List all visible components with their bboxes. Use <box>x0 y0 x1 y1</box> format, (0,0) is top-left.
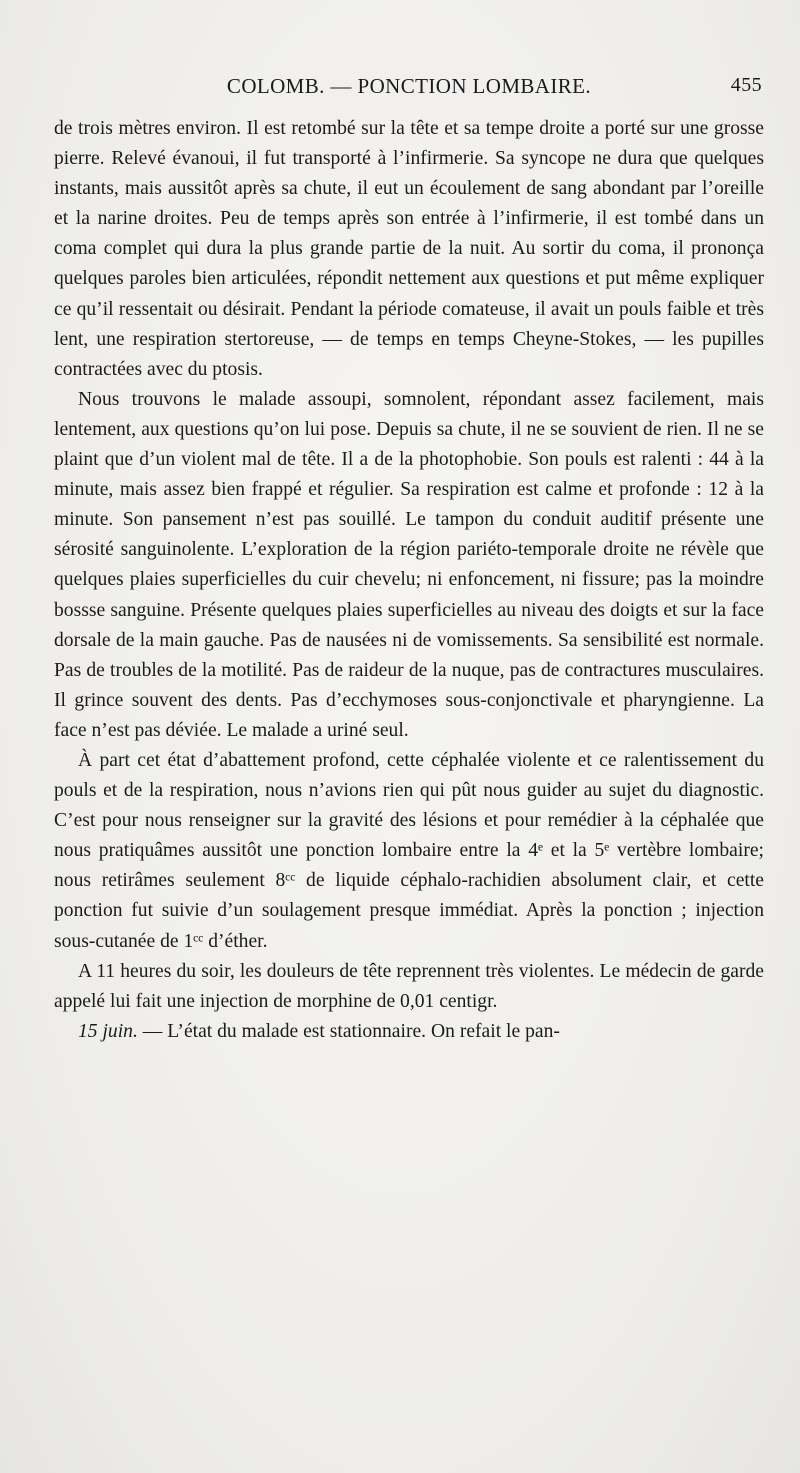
date-lead: 15 juin. <box>78 1020 138 1042</box>
running-title: COLOMB. — PONCTION LOMBAIRE. <box>226 74 592 98</box>
paragraph-june-15 <box>54 1017 764 1047</box>
running-head <box>54 74 764 114</box>
paragraph-examination: Nous trouvons le malade assoupi, somnolent, répondant assez facilement, mais lentement, aux questions qu’on lui pose. Depuis sa chute, il ne se souvient de rien. Il ne se plaint que d’un violent mal de tête. Il a de la photophobie. Son pouls est ralenti : 44 à la minute, mais assez bien frappé et régulier. Sa respiration est calme et profonde : 12 à la minute. Son pansement n’est pas souillé. Le tampon du conduit auditif présente une sérosité sanguinolente. L’exploration de la région pariéto-temporale droite ne révèle que quelques plaies superficielles du cuir chevelu; ni enfoncement, ni fissure; pas la moindre bossse sanguine. Présente quelques plaies superficielles au niveau des doigts et sur la face dorsale de la main gauche. Pas de nausées ni de vomissements. Sa sensibilité est normale. Pas de troubles de la motilité. Pas de raideur de la nuque, pas de contractures musculaires. Il grince souvent des dents. Pas d’ecchymoses sous-conjonctivale et pharyngienne. La face n’est pas déviée. Le malade a uriné seul. <box>54 388 764 741</box>
paragraph-lumbar-puncture: À part cet état d’abattement profond, cette céphalée violente et ce ralentissement du pouls et de la respiration, nous n’avions rien qui pût nous guider au sujet du diagnostic. C’est pour nous renseigner sur la gravité des lésions et pour remédier à la céphalée que nous pratiquâmes aussitôt une ponction lombaire entre la 4ᵉ et la 5ᵉ vertèbre lombaire; nous retirâmes seulement 8ᶜᶜ de liquide céphalo-rachidien absolument clair, et cette ponction fut suivie d’un soulagement presque immédiat. Après la ponction ; injection sous-cutanée de 1ᶜᶜ d’éther. <box>54 749 764 952</box>
body-text <box>54 114 764 1047</box>
paragraph-continued: de trois mètres environ. Il est retombé sur la tête et sa tempe droite a porté sur une grosse pierre. Relevé évanoui, il fut transporté à l’infirmerie. Sa syncope ne dura que quelques instants, mais aussitôt après sa chute, il eut un écoulement de sang abondant par l’oreille et la narine droites. Peu de temps après son entrée à l’infirmerie, il est tombé dans un coma complet qui dura la plus grande partie de la nuit. Au sortir du coma, il prononça quelques paroles bien articulées, répondit nettement aux questions et put même expliquer ce qu’il ressentait ou désirait. Pendant la période comateuse, il avait un pouls faible et très lent, une respiration stertoreuse, — de temps en temps Cheyne-Stokes, — les pupilles contractées avec du ptosis. <box>54 118 764 380</box>
paragraph-june-15-text: — L’état du malade est stationnaire. On refait le pan- <box>137 1020 560 1042</box>
paragraph-evening: A 11 heures du soir, les douleurs de tête reprennent très violentes. Le médecin de garde appelé lui fait une injection de morphine de 0,01 centigr. <box>54 960 764 1012</box>
page-number: 455 <box>730 74 762 96</box>
